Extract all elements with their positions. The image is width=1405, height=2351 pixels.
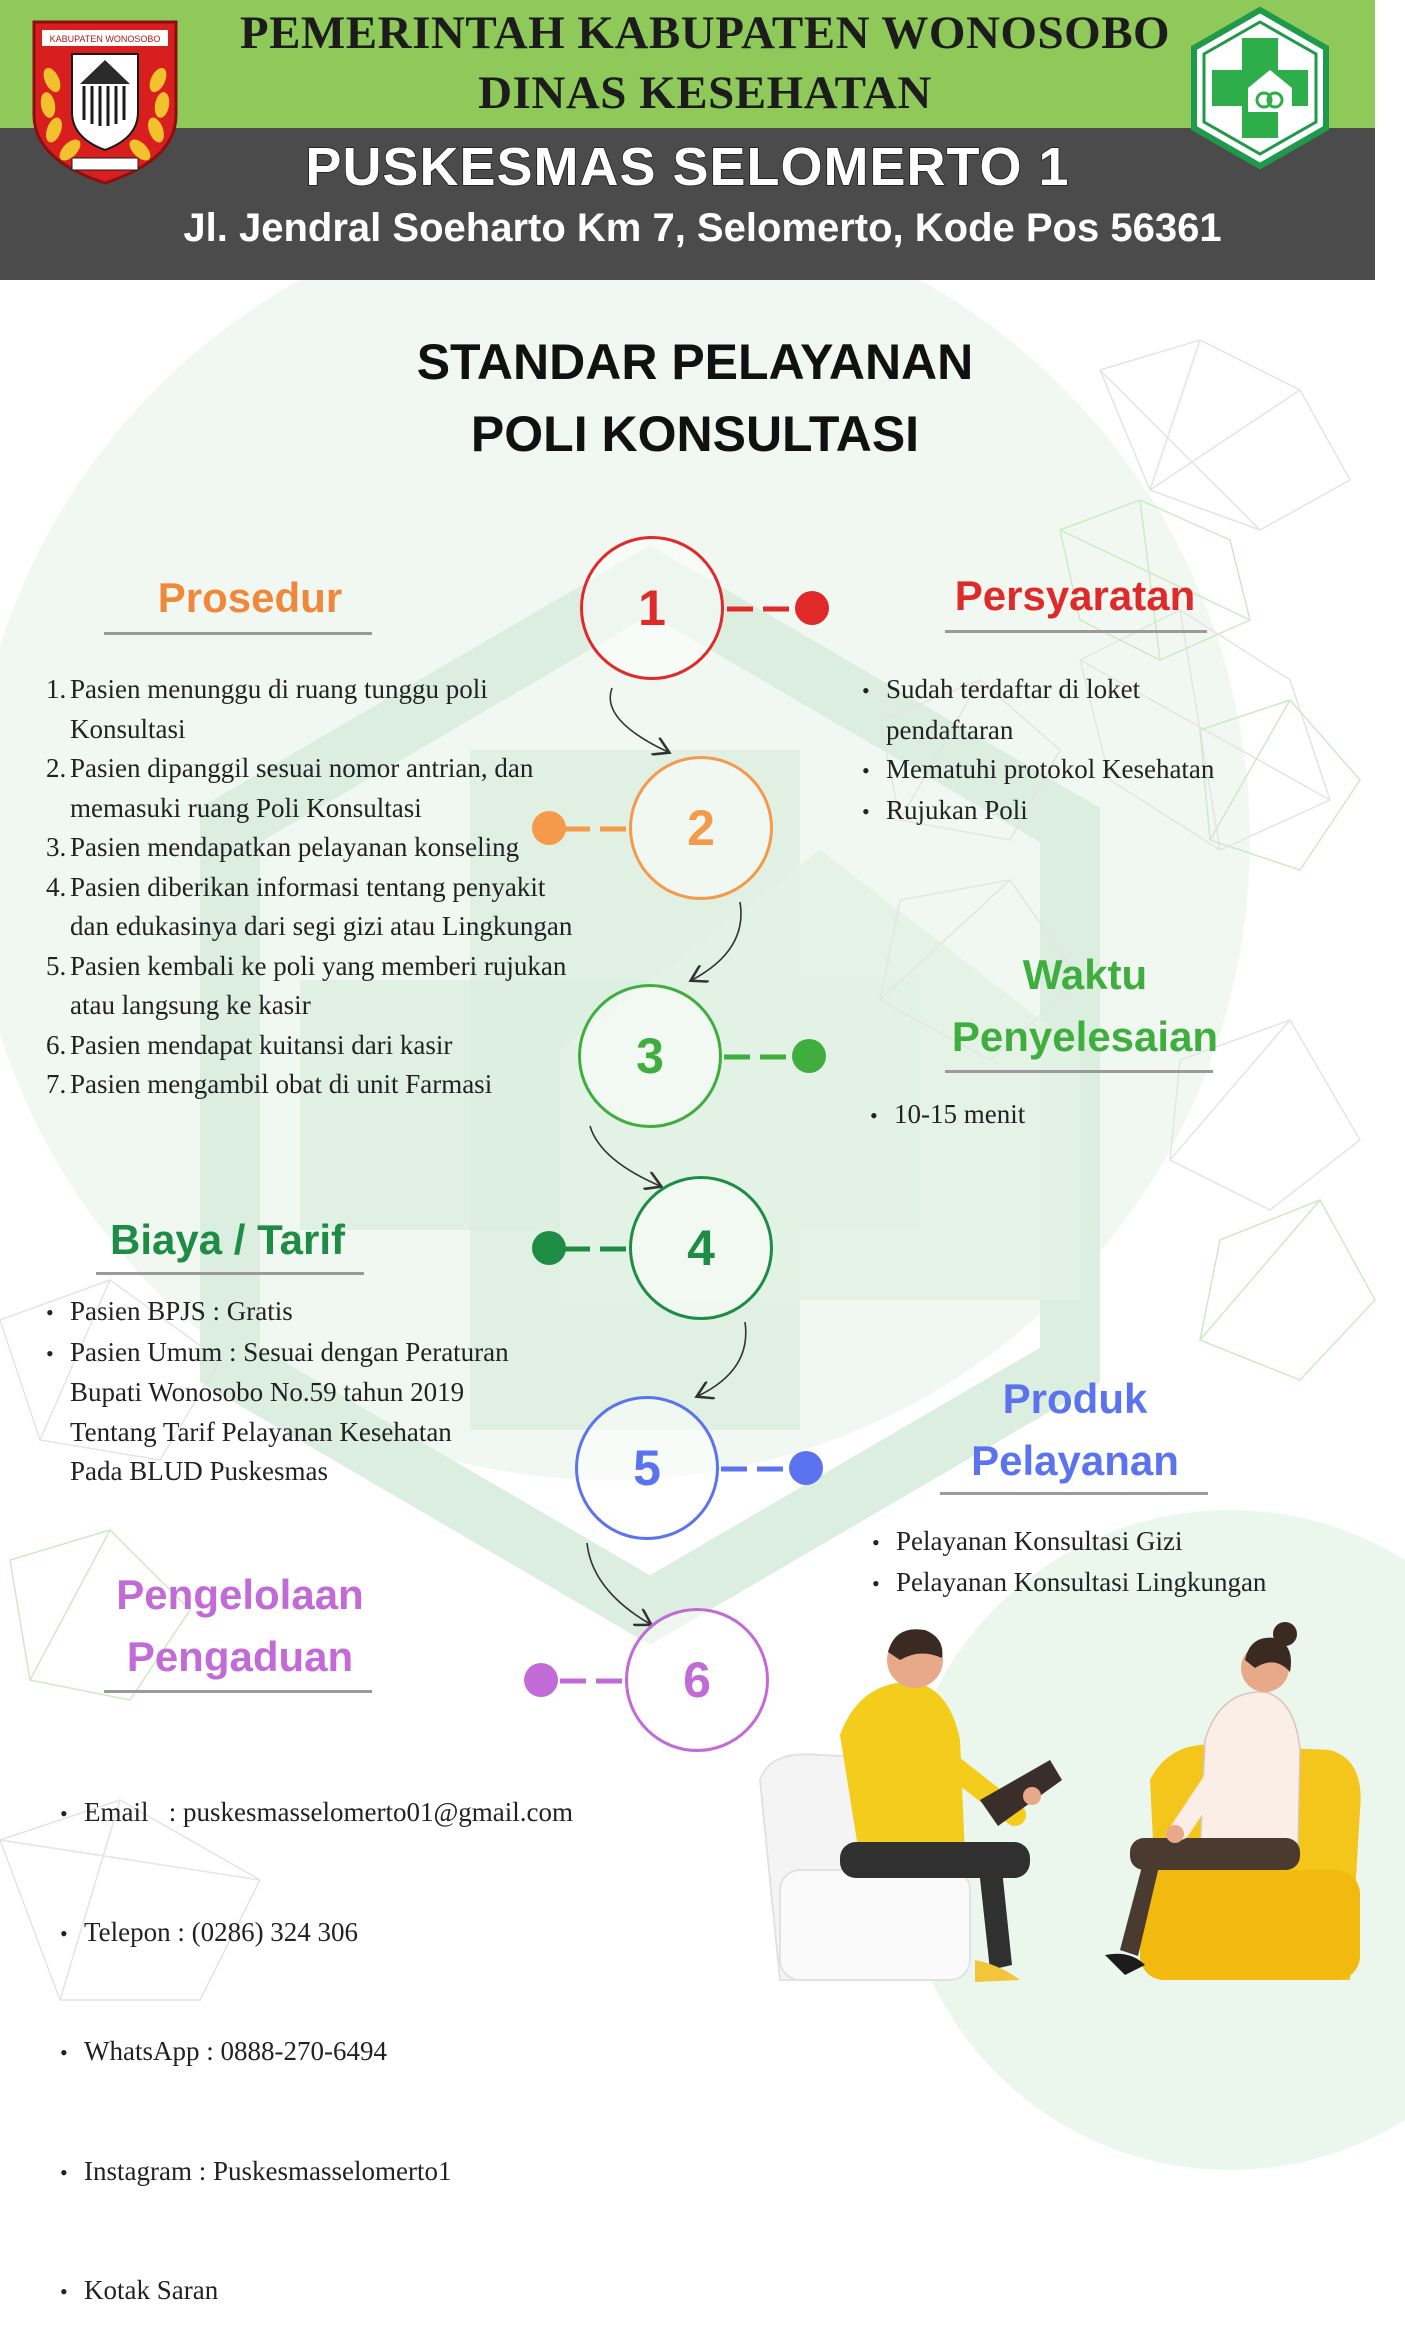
item-text: Kotak Saran bbox=[84, 2275, 219, 2305]
step-dot-6 bbox=[524, 1663, 558, 1697]
bullet: • bbox=[46, 1340, 54, 1366]
pengaduan-heading-line-2: Pengaduan bbox=[126, 1633, 354, 1680]
list-item bbox=[60, 2152, 660, 2193]
item-text: WhatsApp : 0888-270-6494 bbox=[84, 2036, 387, 2066]
item-text-cont: atau langsung ke kasir bbox=[70, 990, 311, 1020]
list-item bbox=[862, 750, 1342, 791]
pengaduan-heading bbox=[95, 1564, 385, 1688]
item-text: Mematuhi protokol Kesehatan bbox=[886, 754, 1215, 784]
item-text: Email : puskesmasselomerto01@gmail.com bbox=[84, 1797, 574, 1827]
step-connector-5 bbox=[721, 1466, 785, 1472]
item-text-cont: Bupati Wonosobo No.59 tahun 2019 bbox=[70, 1377, 465, 1407]
list-item bbox=[60, 2032, 660, 2073]
item-number: 4. bbox=[46, 871, 67, 902]
bullet: • bbox=[862, 798, 870, 824]
step-number: 2 bbox=[687, 800, 715, 856]
svg-text:KABUPATEN WONOSOBO: KABUPATEN WONOSOBO bbox=[49, 34, 161, 44]
prosedur-heading: Prosedur bbox=[157, 574, 343, 621]
list-item bbox=[46, 1026, 646, 1066]
step-connector-6 bbox=[560, 1678, 624, 1684]
biaya-underline bbox=[96, 1272, 364, 1275]
step-circle-1 bbox=[580, 536, 724, 680]
bullet: • bbox=[862, 758, 870, 783]
waktu-list bbox=[870, 1095, 1170, 1136]
wonosobo-regency-emblem-icon bbox=[30, 20, 180, 185]
step-number: 5 bbox=[633, 1440, 661, 1496]
list-item bbox=[862, 791, 1342, 832]
item-text: Pasien mengambil obat di unit Farmasi bbox=[70, 1069, 493, 1099]
puskesmas-logo-icon bbox=[1190, 8, 1330, 168]
item-number: 3. bbox=[46, 832, 67, 862]
bullet: • bbox=[60, 2159, 68, 2185]
produk-heading bbox=[935, 1368, 1215, 1492]
step-circle-2 bbox=[629, 756, 773, 900]
biaya-list bbox=[46, 1292, 606, 1492]
item-text: Pelayanan Konsultasi Gizi bbox=[896, 1526, 1183, 1556]
step-dot-3 bbox=[792, 1039, 826, 1073]
bullet: • bbox=[60, 1801, 68, 1826]
item-text-cont: Konsultasi bbox=[70, 713, 186, 744]
pengaduan-heading-line-1: Pengelolaan bbox=[116, 1571, 364, 1618]
item-text: Pasien Umum : Sesuai dengan Peraturan bbox=[70, 1336, 509, 1367]
pengaduan-list bbox=[60, 1714, 660, 2351]
list-item bbox=[60, 1793, 660, 1834]
list-item bbox=[872, 1522, 1352, 1563]
main-title-line-2: POLI KONSULTASI bbox=[470, 406, 920, 462]
list-item bbox=[862, 670, 1342, 711]
puskesmas-address: Jl. Jendral Soeharto Km 7, Selomerto, Kode Pos 56361 bbox=[183, 206, 1222, 250]
step-number: 1 bbox=[638, 580, 666, 636]
item-number: 1. bbox=[46, 674, 67, 704]
puskesmas-name: PUSKESMAS SELOMERTO 1 bbox=[305, 137, 1070, 197]
item-text: Pasien diberikan informasi tentang penyakit bbox=[70, 871, 546, 902]
step-connector-4 bbox=[564, 1246, 628, 1252]
item-text: Pasien mendapat kuitansi dari kasir bbox=[70, 1029, 453, 1060]
step-dot-4 bbox=[532, 1231, 566, 1265]
prosedur-list bbox=[46, 670, 646, 1105]
waktu-heading bbox=[935, 944, 1235, 1068]
bullet: • bbox=[872, 1530, 880, 1555]
list-item bbox=[870, 1095, 1170, 1136]
list-item bbox=[46, 828, 646, 868]
list-item bbox=[46, 1292, 606, 1333]
item-text-cont: Tentang Tarif Pelayanan Kesehatan bbox=[70, 1416, 452, 1447]
bullet: • bbox=[862, 678, 870, 703]
bullet: • bbox=[60, 1920, 68, 1946]
step-dot-1 bbox=[795, 591, 829, 625]
item-text: Telepon : (0286) 324 306 bbox=[84, 1916, 359, 1947]
list-item bbox=[46, 868, 646, 908]
persyaratan-heading: Persyaratan bbox=[954, 572, 1196, 619]
bullet: • bbox=[60, 2040, 68, 2065]
item-text: Pelayanan Konsultasi Lingkungan bbox=[896, 1566, 1267, 1597]
item-text: 10-15 menit bbox=[894, 1099, 1026, 1129]
step-circle-4 bbox=[629, 1176, 773, 1320]
list-item bbox=[872, 1563, 1352, 1604]
list-item bbox=[46, 1065, 646, 1105]
waktu-underline bbox=[945, 1070, 1213, 1073]
item-text: Rujukan Poli bbox=[886, 794, 1028, 825]
item-text: Pasien mendapatkan pelayanan konseling bbox=[70, 832, 520, 862]
produk-list bbox=[872, 1522, 1352, 1603]
step-dot-5 bbox=[789, 1451, 823, 1485]
bullet: • bbox=[60, 2279, 68, 2304]
item-text: Pasien menunggu di ruang tunggu poli bbox=[70, 674, 488, 704]
prosedur-underline bbox=[104, 632, 372, 635]
list-item bbox=[46, 749, 646, 789]
step-number: 3 bbox=[636, 1028, 664, 1084]
step-connector-3 bbox=[724, 1054, 788, 1060]
item-number: 7. bbox=[46, 1069, 67, 1099]
biaya-heading: Biaya / Tarif bbox=[110, 1216, 345, 1263]
produk-underline bbox=[940, 1492, 1208, 1495]
item-text: Sudah terdaftar di loket bbox=[886, 674, 1141, 704]
item-text: Instagram : Puskesmasselomerto1 bbox=[84, 2155, 452, 2186]
item-text-cont: dan edukasinya dari segi gizi atau Lingkungan bbox=[70, 911, 573, 941]
produk-heading-line-1: Produk bbox=[1002, 1375, 1148, 1422]
item-number: 5. bbox=[46, 950, 67, 981]
item-text: Pasien BPJS : Gratis bbox=[70, 1296, 293, 1326]
list-item bbox=[60, 2271, 660, 2312]
list-item bbox=[46, 670, 646, 710]
consultation-people-illustration-icon bbox=[750, 1620, 1375, 2000]
item-number: 2. bbox=[46, 753, 67, 783]
step-number: 4 bbox=[687, 1220, 715, 1276]
produk-heading-line-2: Pelayanan bbox=[971, 1437, 1179, 1484]
list-item bbox=[46, 947, 646, 987]
bullet: • bbox=[46, 1300, 54, 1325]
bullet: • bbox=[870, 1103, 878, 1128]
item-number: 6. bbox=[46, 1029, 67, 1060]
main-title-line-1: STANDAR PELAYANAN bbox=[416, 334, 974, 390]
department-name: DINAS KESEHATAN bbox=[478, 67, 932, 119]
step-connector-1 bbox=[727, 606, 791, 612]
government-name: PEMERINTAH KABUPATEN WONOSOBO bbox=[239, 7, 1171, 59]
persyaratan-list bbox=[862, 670, 1342, 831]
item-text: Pasien kembali ke poli yang memberi rujukan bbox=[70, 950, 567, 981]
item-text-cont: memasuki ruang Poli Konsultasi bbox=[70, 792, 422, 823]
list-item bbox=[46, 1333, 606, 1374]
list-item bbox=[60, 1913, 660, 1954]
waktu-heading-line-1: Waktu bbox=[1022, 951, 1148, 998]
pengaduan-underline bbox=[104, 1690, 372, 1693]
waktu-heading-line-2: Penyelesaian bbox=[951, 1013, 1219, 1060]
step-number: 6 bbox=[683, 1652, 711, 1708]
bullet: • bbox=[872, 1570, 880, 1596]
item-text: Pasien dipanggil sesuai nomor antrian, dan bbox=[70, 753, 534, 783]
item-text-cont: Pada BLUD Puskesmas bbox=[70, 1456, 328, 1486]
item-text-cont: pendaftaran bbox=[886, 714, 1014, 745]
persyaratan-underline bbox=[945, 630, 1207, 633]
